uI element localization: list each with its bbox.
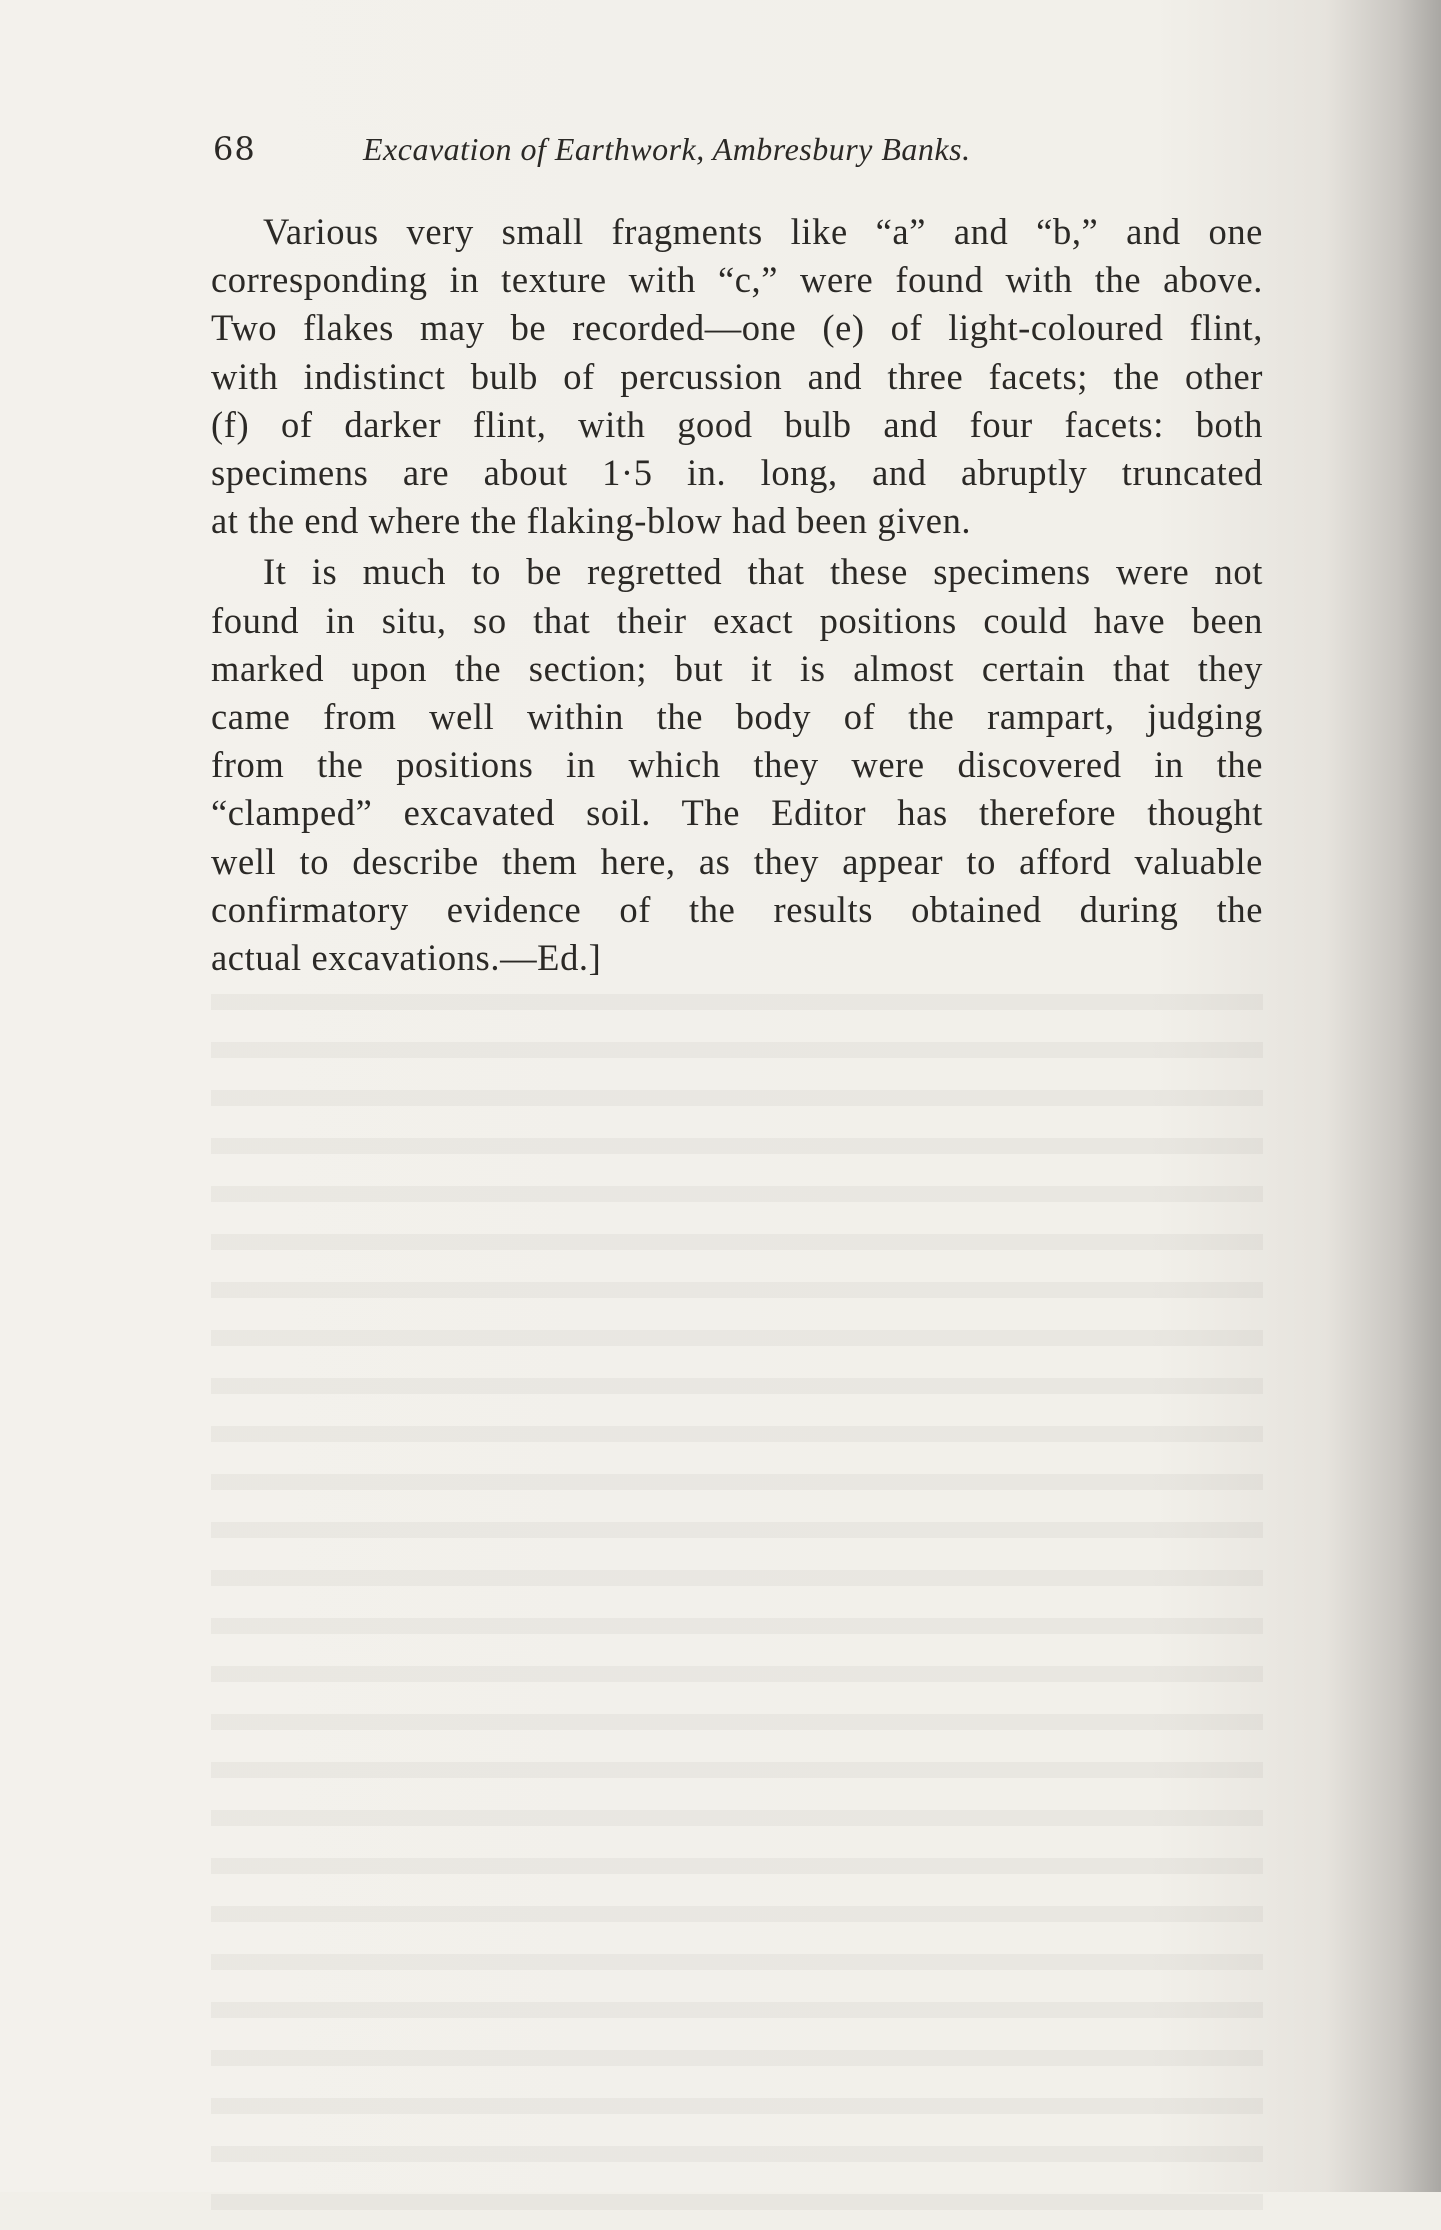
bleed-through-shadow (211, 980, 1263, 2230)
running-title: Excavation of Earthwork, Ambresbury Banks. (363, 131, 971, 167)
text-line: “clamped” excavated soil. The Editor has therefore thought (211, 792, 1263, 834)
text-line: corresponding in texture with “c,” were found with the above. (211, 259, 1263, 301)
text-line: came from well within the body of the rampart, judging (211, 696, 1263, 738)
text-line: It is much to be regretted that these specimens were not (263, 551, 1263, 593)
text-line: confirmatory evidence of the results obtained during the (211, 888, 1263, 930)
text-line: found in situ, so that their exact positions could have been (211, 599, 1263, 641)
body-text (211, 208, 1263, 982)
text-line: from the positions in which they were discovered in the (211, 744, 1263, 786)
text-line: actual excavations.—Ed.] (211, 937, 602, 979)
paragraph-editor-note (211, 548, 1263, 982)
text-line: Various very small fragments like “a” and “b,” and one (263, 211, 1263, 252)
text-line: well to describe them here, as they appear to afford valuable (211, 840, 1263, 882)
text-line: Two flakes may be recorded—one (e) of light-coloured flint, (211, 307, 1263, 349)
page-number: 68 (213, 130, 256, 168)
text-line: (f) of darker flint, with good bulb and four facets: both (211, 403, 1263, 445)
paragraph-flakes (211, 208, 1263, 545)
text-line: marked upon the section; but it is almost certain that they (211, 647, 1263, 689)
text-line: specimens are about 1·5 in. long, and abruptly truncated (211, 452, 1263, 494)
text-line: with indistinct bulb of percussion and three facets; the other (211, 355, 1263, 397)
page-header (213, 124, 1257, 174)
text-line: at the end where the flaking-blow had been given. (211, 500, 972, 542)
